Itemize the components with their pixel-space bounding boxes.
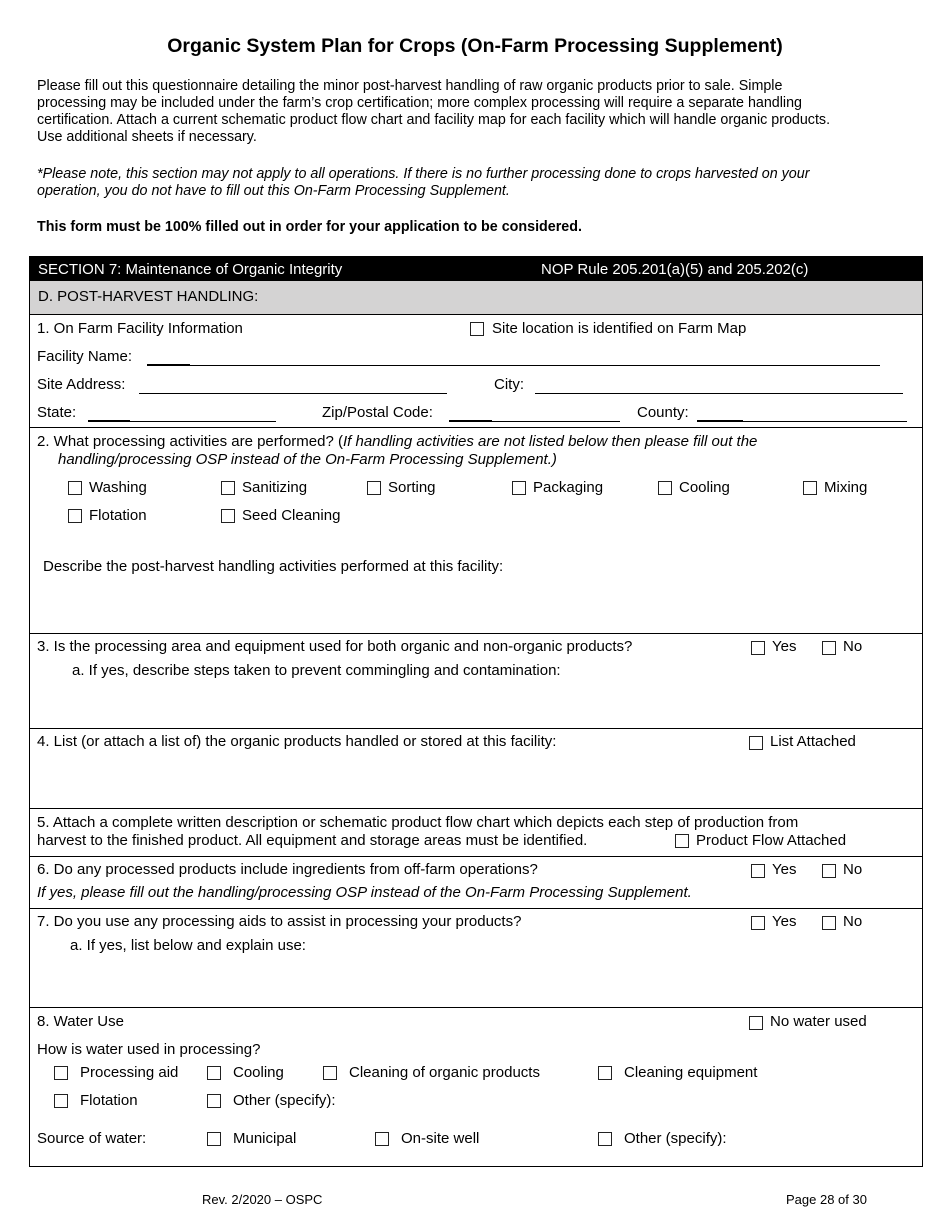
flotation-label: Flotation — [89, 507, 147, 524]
q7-no-label: No — [843, 913, 863, 930]
packaging-checkbox[interactable] — [512, 481, 526, 495]
water-other-source-label: Other (specify): — [624, 1130, 727, 1147]
section-title: SECTION 7: Maintenance of Organic Integrity — [38, 261, 343, 278]
list-attached-label: List Attached — [770, 733, 856, 750]
seed-cleaning-label: Seed Cleaning — [242, 507, 341, 524]
mixing-checkbox[interactable] — [803, 481, 817, 495]
processing-aid-checkbox[interactable] — [54, 1066, 68, 1080]
state-label: State: — [37, 404, 77, 421]
water-other-use-label: Other (specify): — [233, 1092, 336, 1109]
state-field-start — [88, 420, 130, 422]
q6-no-label: No — [843, 861, 863, 878]
water-flotation-checkbox[interactable] — [54, 1094, 68, 1108]
zip-label: Zip/Postal Code: — [322, 404, 433, 421]
q6-note: If yes, please fill out the handling/processing OSP instead of the On-Farm Processing Supplement. — [37, 884, 692, 901]
facility-name-field[interactable] — [190, 365, 880, 366]
q3-no-label: No — [843, 638, 863, 655]
note-paragraph — [37, 166, 917, 200]
q2-label-line2: handling/processing OSP instead of the On-Farm Processing Supplement.) — [58, 451, 557, 468]
subsection-header — [30, 281, 922, 315]
cleaning-products-label: Cleaning of organic products — [349, 1064, 540, 1081]
packaging-label: Packaging — [533, 479, 604, 496]
footer-page-number: Page 28 of 30 — [786, 1192, 867, 1207]
row-divider — [30, 1007, 922, 1008]
q1-label: 1. On Farm Facility Information — [37, 320, 243, 337]
row-divider — [30, 728, 922, 729]
seed-cleaning-checkbox[interactable] — [221, 509, 235, 523]
section-rule: NOP Rule 205.201(a)(5) and 205.202(c) — [541, 261, 809, 278]
site-address-field[interactable] — [139, 393, 447, 394]
describe-activities-label: Describe the post-harvest handling activities performed at this facility: — [43, 558, 504, 575]
q6-no-checkbox[interactable] — [822, 864, 836, 878]
intro-paragraph — [37, 78, 917, 146]
q7-no-checkbox[interactable] — [822, 916, 836, 930]
q2-label — [37, 433, 757, 450]
sorting-label: Sorting — [388, 479, 436, 496]
q7-sub-a: a. If yes, list below and explain use: — [70, 937, 306, 954]
water-cooling-checkbox[interactable] — [207, 1066, 221, 1080]
county-field-start — [697, 420, 743, 422]
cooling-checkbox[interactable] — [658, 481, 672, 495]
q5-line2: harvest to the finished product. All equipment and storage areas must be identified. — [37, 832, 588, 849]
q3-yes-label: Yes — [772, 638, 797, 655]
q7-yes-label: Yes — [772, 913, 797, 930]
product-flow-label: Product Flow Attached — [696, 832, 847, 849]
no-water-label: No water used — [770, 1013, 867, 1030]
water-cooling-label: Cooling — [233, 1064, 284, 1081]
row-divider — [30, 908, 922, 909]
washing-checkbox[interactable] — [68, 481, 82, 495]
page-title: Organic System Plan for Crops (On-Farm Processing Supplement) — [167, 35, 783, 57]
municipal-checkbox[interactable] — [207, 1132, 221, 1146]
footer-revision: Rev. 2/2020 – OSPC — [202, 1192, 323, 1207]
intro-line: Use additional sheets if necessary. — [37, 129, 257, 145]
onsite-well-checkbox[interactable] — [375, 1132, 389, 1146]
county-field[interactable] — [743, 421, 907, 422]
q3-no-checkbox[interactable] — [822, 641, 836, 655]
processing-aid-label: Processing aid — [80, 1064, 179, 1081]
list-attached-checkbox[interactable] — [749, 736, 763, 750]
section-header — [30, 257, 922, 281]
flotation-checkbox[interactable] — [68, 509, 82, 523]
row-divider — [30, 808, 922, 809]
city-field[interactable] — [535, 393, 903, 394]
cooling-label: Cooling — [679, 479, 730, 496]
q7-yes-checkbox[interactable] — [751, 916, 765, 930]
intro-line: certification. Attach a current schematic product flow chart and facility map for each facility which will handle organic products. — [37, 112, 831, 128]
sanitizing-checkbox[interactable] — [221, 481, 235, 495]
row-divider — [30, 856, 922, 857]
cleaning-products-checkbox[interactable] — [323, 1066, 337, 1080]
cleaning-equipment-checkbox[interactable] — [598, 1066, 612, 1080]
zip-field-start — [449, 420, 492, 422]
water-how-label: How is water used in processing? — [37, 1041, 261, 1058]
water-other-use-checkbox[interactable] — [207, 1094, 221, 1108]
q6-yes-checkbox[interactable] — [751, 864, 765, 878]
q5-line1: 5. Attach a complete written description or schematic product flow chart which depicts each step of production from — [37, 814, 799, 831]
intro-line: Please fill out this questionnaire detailing the minor post-harvest handling of raw organic products prior to sale. Simple — [37, 78, 783, 94]
row-divider — [30, 427, 922, 428]
q3-label: 3. Is the processing area and equipment used for both organic and non-organic products? — [37, 638, 633, 655]
site-address-label: Site Address: — [37, 376, 126, 393]
q3-sub-a: a. If yes, describe steps taken to prevent commingling and contamination: — [72, 662, 561, 679]
q8-label: 8. Water Use — [37, 1013, 124, 1030]
facility-name-label: Facility Name: — [37, 348, 133, 365]
sorting-checkbox[interactable] — [367, 481, 381, 495]
product-flow-checkbox[interactable] — [675, 834, 689, 848]
state-field[interactable] — [130, 421, 276, 422]
note-line: operation, you do not have to fill out this On-Farm Processing Supplement. — [37, 183, 510, 199]
water-other-source-checkbox[interactable] — [598, 1132, 612, 1146]
municipal-label: Municipal — [233, 1130, 297, 1147]
facility-name-field-start — [147, 364, 190, 366]
q4-label: 4. List (or attach a list of) the organic products handled or stored at this facility: — [37, 733, 557, 750]
zip-field[interactable] — [492, 421, 620, 422]
city-label: City: — [494, 376, 524, 393]
row-divider — [30, 633, 922, 634]
site-location-label: Site location is identified on Farm Map — [492, 320, 747, 337]
intro-line: processing may be included under the farm’s crop certification; more complex processing will require a separate handling — [37, 95, 803, 111]
washing-label: Washing — [89, 479, 147, 496]
q2-label-italic: If handling activities are not listed below then please fill out the — [342, 433, 758, 450]
no-water-checkbox[interactable] — [749, 1016, 763, 1030]
sanitizing-label: Sanitizing — [242, 479, 308, 496]
subsection-title: D. POST-HARVEST HANDLING: — [38, 288, 259, 305]
site-location-checkbox[interactable] — [470, 322, 484, 336]
q6-label: 6. Do any processed products include ingredients from off-farm operations? — [37, 861, 538, 878]
water-flotation-label: Flotation — [80, 1092, 138, 1109]
note-line: *Please note, this section may not apply to all operations. If there is no further processing done to crops harvested on your — [37, 166, 810, 182]
onsite-well-label: On-site well — [401, 1130, 480, 1147]
requirement-text: This form must be 100% filled out in order for your application to be considered. — [37, 219, 582, 235]
q6-yes-label: Yes — [772, 861, 797, 878]
q2-label-text: 2. What processing activities are performed? ( — [37, 433, 343, 450]
q7-label: 7. Do you use any processing aids to assist in processing your products? — [37, 913, 522, 930]
water-source-label: Source of water: — [37, 1130, 147, 1147]
cleaning-equipment-label: Cleaning equipment — [624, 1064, 758, 1081]
q3-yes-checkbox[interactable] — [751, 641, 765, 655]
mixing-label: Mixing — [824, 479, 868, 496]
county-label: County: — [637, 404, 689, 421]
